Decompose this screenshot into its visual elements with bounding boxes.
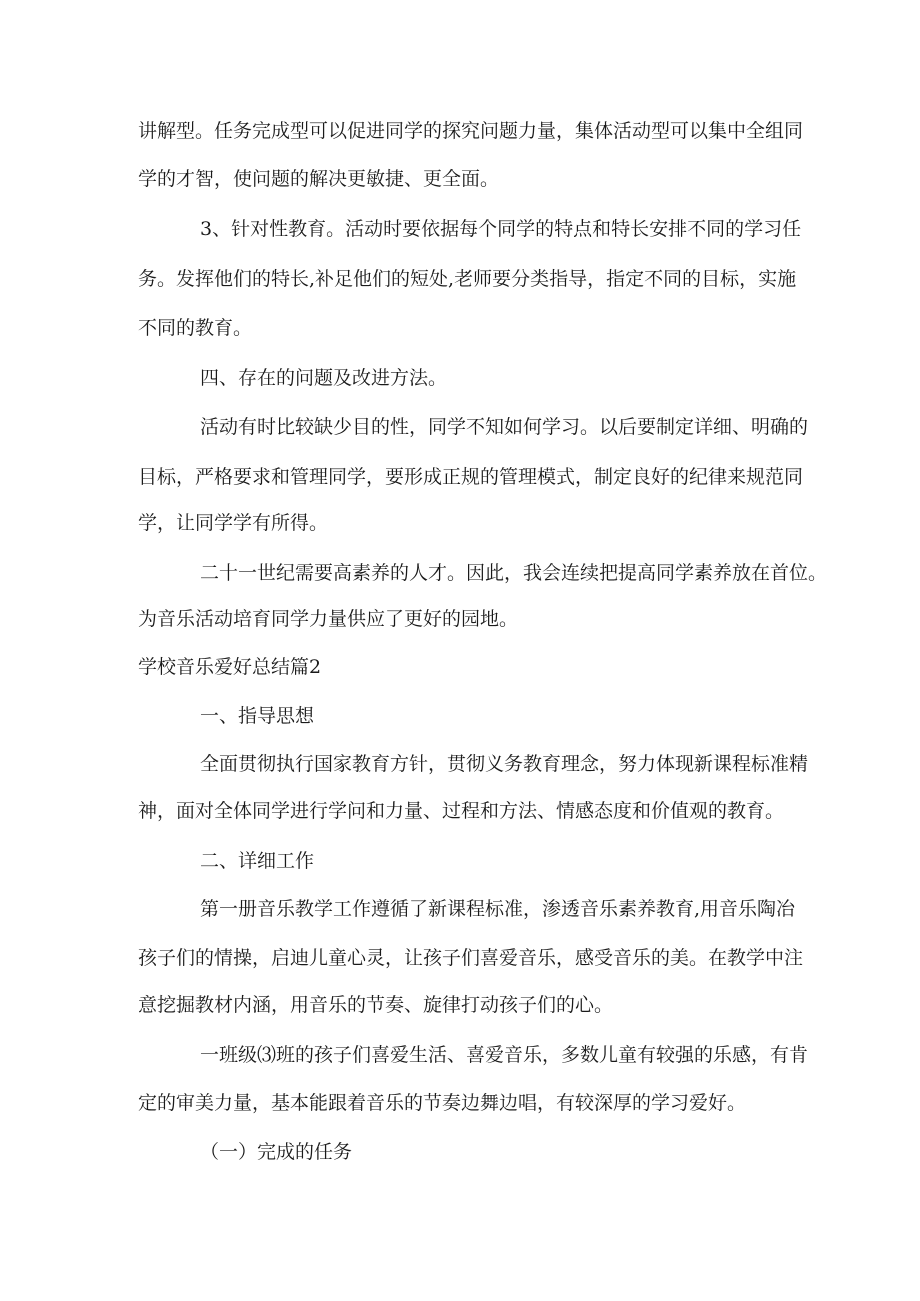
paragraph-line: 学的才智，使问题的解决更敏捷、更全面。: [138, 168, 500, 190]
paragraph-line: 全面贯彻执行国家教育方针，贯彻义务教育理念，努力体现新课程标准精: [200, 753, 809, 775]
section-heading: 一、指导思想: [200, 705, 315, 727]
paragraph-line: 第一册音乐教学工作遵循了新课程标准，渗透音乐素养教育,用音乐陶冶: [200, 898, 796, 920]
paragraph-line: 务。发挥他们的特长,补足他们的短处,老师要分类指导，指定不同的目标，实施: [138, 268, 797, 290]
paragraph-line: 活动有时比较缺少目的性，同学不知如何学习。以后要制定详细、明确的: [200, 416, 809, 438]
paragraph-line: 孩子们的情操，启迪儿童心灵，让孩子们喜爱音乐，感受音乐的美。在教学中注: [138, 947, 804, 969]
paragraph-line: 一班级⑶班的孩子们喜爱生活、喜爱音乐，多数儿童有较强的乐感，有肯: [200, 1044, 809, 1066]
paragraph-line: 神，面对全体同学进行学问和力量、过程和方法、情感态度和价值观的教育。: [138, 800, 785, 822]
paragraph-line: 讲解型。任务完成型可以促进同学的探究问题力量，集体活动型可以集中全组同: [138, 120, 804, 142]
paragraph-line: 为音乐活动培育同学力量供应了更好的园地。: [138, 608, 519, 630]
article-title: 学校音乐爱好总结篇2: [138, 656, 322, 678]
paragraph-line: 学，让同学学有所得。: [138, 512, 329, 534]
paragraph-line: 目标，严格要求和管理同学，要形成正规的管理模式，制定良好的纪律来规范同: [138, 466, 804, 488]
paragraph-line: 意挖掘教材内涵，用音乐的节奏、旋律打动孩子们的心。: [138, 994, 614, 1016]
subsection-heading: （一）完成的任务: [200, 1141, 353, 1163]
paragraph-line: 二十一世纪需要高素养的人才。因此，我会连续把提高同学素养放在首位。: [200, 562, 828, 584]
paragraph-line: 不同的教育。: [138, 317, 253, 339]
section-heading: 二、详细工作: [200, 850, 315, 872]
paragraph-line: 3、针对性教育。活动时要依据每个同学的特点和特长安排不同的学习任: [200, 218, 802, 240]
paragraph-line: 定的审美力量，基本能跟着音乐的节奏边舞边唱，有较深厚的学习爱好。: [138, 1092, 747, 1114]
section-heading: 四、存在的问题及改进方法。: [200, 367, 448, 389]
